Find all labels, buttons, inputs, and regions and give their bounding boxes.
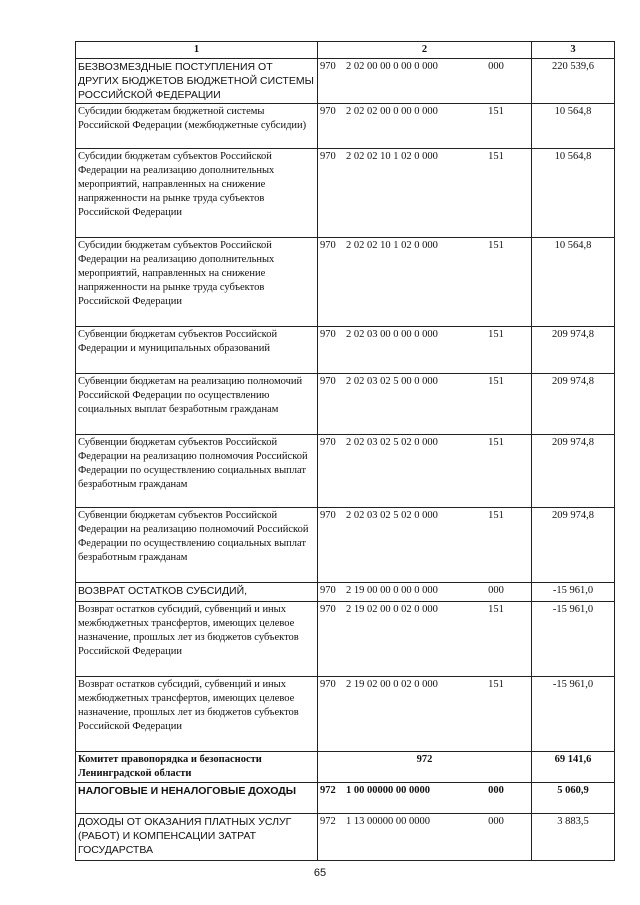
amount-cell: 5 060,9 bbox=[532, 783, 615, 814]
row-name: Возврат остатков субсидий, субвенций и иных межбюджетных трансфертов, имеющих целевое назначение, прошлых лет из бюджетов субъектов Российской Федерации bbox=[76, 602, 318, 677]
table-row bbox=[76, 104, 615, 149]
amount-cell: 10 564,8 bbox=[532, 104, 615, 149]
committee-amount: 69 141,6 bbox=[532, 752, 615, 783]
kosgu-code: 000 bbox=[488, 585, 504, 596]
amount-cell: 209 974,8 bbox=[532, 327, 615, 374]
kbk-code: 2 02 03 02 5 02 0 000 bbox=[346, 437, 438, 448]
kosgu-code: 151 bbox=[488, 510, 504, 521]
table-row bbox=[76, 374, 615, 435]
amount-cell: 10 564,8 bbox=[532, 238, 615, 327]
kbk-code: 1 00 00000 00 0000 bbox=[346, 785, 430, 796]
admin-code: 970 bbox=[320, 106, 336, 117]
amount-cell: 3 883,5 bbox=[532, 814, 615, 861]
row-name: Субсидии бюджетам бюджетной системы Российской Федерации (межбюджетные субсидии) bbox=[76, 104, 318, 149]
amount-cell: -15 961,0 bbox=[532, 602, 615, 677]
admin-code: 970 bbox=[320, 151, 336, 162]
row-name: Субсидии бюджетам субъектов Российской Федерации на реализацию дополнительных мероприятий, направленных на снижение напряженности на рынке труда субъектов Российской Федерации bbox=[76, 238, 318, 327]
kosgu-code: 000 bbox=[488, 816, 504, 827]
row-name: Субсидии бюджетам субъектов Российской Федерации на реализацию дополнительных мероприятий, направленных на снижение напряженности на рынке труда субъектов Российской Федерации bbox=[76, 149, 318, 238]
row-name: НАЛОГОВЫЕ И НЕНАЛОГОВЫЕ ДОХОДЫ bbox=[76, 783, 318, 814]
table-row bbox=[76, 435, 615, 508]
kbk-code: 2 19 02 00 0 02 0 000 bbox=[346, 679, 438, 690]
table-row bbox=[76, 783, 615, 814]
amount-cell: 220 539,6 bbox=[532, 59, 615, 104]
committee-row bbox=[76, 752, 615, 783]
row-name: БЕЗВОЗМЕЗДНЫЕ ПОСТУПЛЕНИЯ ОТ ДРУГИХ БЮДЖЕТОВ БЮДЖЕТНОЙ СИСТЕМЫ РОССИЙСКОЙ ФЕДЕРАЦИИ bbox=[76, 59, 318, 104]
admin-code: 970 bbox=[320, 376, 336, 387]
committee-name: Комитет правопорядка и безопасности Ленинградской области bbox=[76, 752, 318, 783]
kosgu-code: 151 bbox=[488, 376, 504, 387]
table-row bbox=[76, 602, 615, 677]
table-row bbox=[76, 677, 615, 752]
table-row bbox=[76, 327, 615, 374]
admin-code: 970 bbox=[320, 437, 336, 448]
kbk-code: 2 19 02 00 0 02 0 000 bbox=[346, 604, 438, 615]
amount-cell: 209 974,8 bbox=[532, 508, 615, 583]
admin-code: 970 bbox=[320, 585, 336, 596]
amount-cell: 209 974,8 bbox=[532, 374, 615, 435]
header-col-1: 1 bbox=[76, 42, 318, 59]
amount-cell: 10 564,8 bbox=[532, 149, 615, 238]
amount-cell: -15 961,0 bbox=[532, 677, 615, 752]
admin-code: 970 bbox=[320, 510, 336, 521]
kosgu-code: 151 bbox=[488, 604, 504, 615]
table-header-row bbox=[76, 42, 615, 59]
header-col-3: 3 bbox=[532, 42, 615, 59]
admin-code: 970 bbox=[320, 329, 336, 340]
table-row bbox=[76, 149, 615, 238]
row-name: ДОХОДЫ ОТ ОКАЗАНИЯ ПЛАТНЫХ УСЛУГ (РАБОТ) И КОМПЕНСАЦИИ ЗАТРАТ ГОСУДАРСТВА bbox=[76, 814, 318, 861]
kbk-code: 1 13 00000 00 0000 bbox=[346, 816, 430, 827]
admin-code: 970 bbox=[320, 240, 336, 251]
amount-cell: 209 974,8 bbox=[532, 435, 615, 508]
kosgu-code: 151 bbox=[488, 329, 504, 340]
row-name: Субвенции бюджетам на реализацию полномочий Российской Федерации по осуществлению социальных выплат безработным гражданам bbox=[76, 374, 318, 435]
kbk-code: 2 02 02 00 0 00 0 000 bbox=[346, 106, 438, 117]
kbk-code: 2 02 00 00 0 00 0 000 bbox=[346, 61, 438, 72]
row-name: Субвенции бюджетам субъектов Российской Федерации на реализацию полномочий Российской Федерации по осуществлению социальных выплат безработным гражданам bbox=[76, 508, 318, 583]
kbk-code: 2 02 03 02 5 02 0 000 bbox=[346, 510, 438, 521]
amount-cell: -15 961,0 bbox=[532, 583, 615, 602]
table-row bbox=[76, 814, 615, 861]
budget-revenue-table bbox=[75, 41, 615, 861]
kosgu-code: 151 bbox=[488, 240, 504, 251]
table-row bbox=[76, 59, 615, 104]
admin-code: 972 bbox=[320, 816, 336, 827]
table-row bbox=[76, 238, 615, 327]
row-name: ВОЗВРАТ ОСТАТКОВ СУБСИДИЙ, bbox=[76, 583, 318, 602]
kosgu-code: 000 bbox=[488, 785, 504, 796]
row-name: Субвенции бюджетам субъектов Российской Федерации и муниципальных образований bbox=[76, 327, 318, 374]
header-col-2: 2 bbox=[318, 42, 532, 59]
admin-code: 972 bbox=[320, 785, 336, 796]
kosgu-code: 151 bbox=[488, 106, 504, 117]
admin-code: 970 bbox=[320, 679, 336, 690]
row-name: Возврат остатков субсидий, субвенций и иных межбюджетных трансфертов, имеющих целевое назначение, прошлых лет из бюджетов субъектов Российской Федерации bbox=[76, 677, 318, 752]
kbk-code: 2 02 02 10 1 02 0 000 bbox=[346, 240, 438, 251]
kosgu-code: 151 bbox=[488, 679, 504, 690]
table-row bbox=[76, 508, 615, 583]
row-name: Субвенции бюджетам субъектов Российской Федерации на реализацию полномочия Российской Федерации по осуществлению социальных выплат безработным гражданам bbox=[76, 435, 318, 508]
committee-admin-code: 972 bbox=[318, 752, 532, 783]
admin-code: 970 bbox=[320, 604, 336, 615]
kosgu-code: 151 bbox=[488, 437, 504, 448]
table-row bbox=[76, 583, 615, 602]
kbk-code: 2 02 03 02 5 00 0 000 bbox=[346, 376, 438, 387]
page-number: 65 bbox=[313, 867, 327, 879]
kosgu-code: 000 bbox=[488, 61, 504, 72]
kbk-code: 2 19 00 00 0 00 0 000 bbox=[346, 585, 438, 596]
kbk-code: 2 02 02 10 1 02 0 000 bbox=[346, 151, 438, 162]
kbk-code: 2 02 03 00 0 00 0 000 bbox=[346, 329, 438, 340]
kosgu-code: 151 bbox=[488, 151, 504, 162]
admin-code: 970 bbox=[320, 61, 336, 72]
